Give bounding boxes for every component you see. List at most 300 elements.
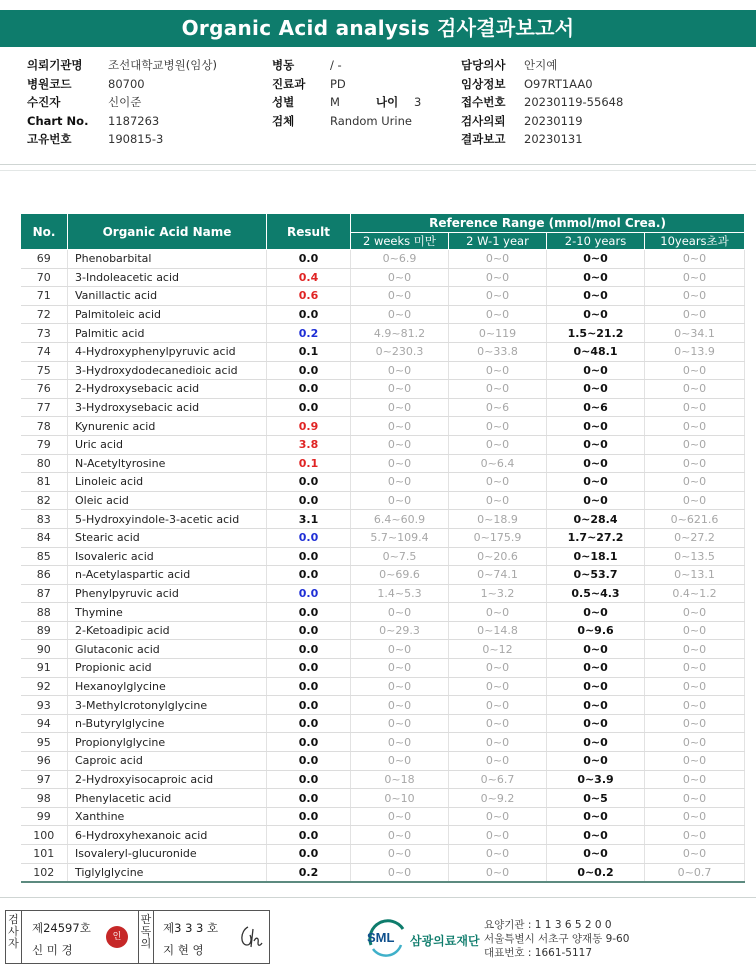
result-value: 0.2	[267, 863, 351, 882]
range-2w-1y: 0~0	[449, 473, 547, 492]
info-label: 진료과	[272, 76, 306, 91]
lab-address: 서울특별시 서초구 양재동 9-60	[484, 933, 630, 945]
range-2w-1y: 0~0	[449, 305, 547, 324]
range-2w-1y: 0~0	[449, 250, 547, 269]
header-range-over-10y: 10years초과	[645, 233, 745, 250]
acid-name: Xanthine	[68, 807, 267, 826]
range-over-10y: 0~13.1	[645, 566, 745, 585]
result-value: 0.2	[267, 324, 351, 343]
range-under-2-weeks: 0~0	[351, 454, 449, 473]
range-2-10y: 0~48.1	[547, 342, 645, 361]
result-value: 0.0	[267, 491, 351, 510]
row-no: 84	[21, 528, 68, 547]
result-value: 0.0	[267, 733, 351, 752]
info-value: 20230119	[524, 113, 583, 128]
range-2-10y: 0~0	[547, 845, 645, 864]
acid-name: 5-Hydroxyindole-3-acetic acid	[68, 510, 267, 529]
result-value: 0.0	[267, 250, 351, 269]
range-under-2-weeks: 0~0	[351, 807, 449, 826]
range-under-2-weeks: 0~69.6	[351, 566, 449, 585]
result-value: 0.0	[267, 584, 351, 603]
row-no: 72	[21, 305, 68, 324]
acid-name: 3-Hydroxydodecanedioic acid	[68, 361, 267, 380]
range-2-10y: 0~3.9	[547, 770, 645, 789]
row-no: 83	[21, 510, 68, 529]
range-2w-1y: 0~0	[449, 807, 547, 826]
row-no: 101	[21, 845, 68, 864]
info-report-date	[461, 130, 623, 149]
examiner-label: 검사자	[6, 911, 22, 963]
acid-name: Isovaleryl-glucuronide	[68, 845, 267, 864]
range-2-10y: 0~5	[547, 789, 645, 808]
table-row	[21, 603, 745, 622]
examiner-seal-icon: 인	[106, 926, 128, 948]
result-value: 0.0	[267, 473, 351, 492]
info-sex-age	[272, 93, 421, 112]
result-value: 0.0	[267, 770, 351, 789]
header-range-under-2-weeks: 2 weeks 미만	[351, 233, 449, 250]
table-row	[21, 473, 745, 492]
range-2w-1y: 0~18.9	[449, 510, 547, 529]
reviewer-label: 판독의	[138, 911, 154, 963]
acid-name: Thymine	[68, 603, 267, 622]
acid-name: 3-Hydroxysebacic acid	[68, 398, 267, 417]
row-no: 95	[21, 733, 68, 752]
table-row	[21, 584, 745, 603]
range-over-10y: 0~0	[645, 417, 745, 436]
info-chart-no	[27, 112, 217, 131]
table-row	[21, 491, 745, 510]
result-value: 0.4	[267, 268, 351, 287]
range-2-10y: 0~0	[547, 826, 645, 845]
result-value: 0.1	[267, 454, 351, 473]
acid-name: 6-Hydroxyhexanoic acid	[68, 826, 267, 845]
range-under-2-weeks: 0~0	[351, 287, 449, 306]
info-label: 병동	[272, 58, 295, 72]
acid-name: 4-Hydroxyphenylpyruvic acid	[68, 342, 267, 361]
range-2-10y: 0~0	[547, 473, 645, 492]
result-value: 0.0	[267, 380, 351, 399]
range-2-10y: 0~0	[547, 696, 645, 715]
row-no: 69	[21, 250, 68, 269]
info-value: 80700	[108, 76, 145, 91]
result-value: 0.0	[267, 826, 351, 845]
range-over-10y: 0~0	[645, 659, 745, 678]
table-row	[21, 770, 745, 789]
range-over-10y: 0~0	[645, 826, 745, 845]
range-over-10y: 0~34.1	[645, 324, 745, 343]
range-under-2-weeks: 0~10	[351, 789, 449, 808]
info-label: 검체	[272, 113, 295, 128]
range-2w-1y: 0~6.4	[449, 454, 547, 473]
info-label: 병원코드	[27, 76, 72, 91]
range-under-2-weeks: 0~0	[351, 305, 449, 324]
range-over-10y: 0~0	[645, 380, 745, 399]
result-value: 0.0	[267, 528, 351, 547]
reviewer-name: 지 현 영	[163, 943, 204, 957]
range-2-10y: 0~0.2	[547, 863, 645, 882]
range-2-10y: 0.5~4.3	[547, 584, 645, 603]
acid-name: Glutaconic acid	[68, 640, 267, 659]
acid-name: Palmitoleic acid	[68, 305, 267, 324]
acid-name: 3-Methylcrotonylglycine	[68, 696, 267, 715]
info-column-3	[461, 56, 623, 149]
range-2-10y: 0~0	[547, 640, 645, 659]
range-under-2-weeks: 0~0	[351, 826, 449, 845]
info-label: 의뢰기관명	[27, 58, 83, 72]
table-row	[21, 696, 745, 715]
result-value: 0.0	[267, 566, 351, 585]
range-over-10y: 0~0	[645, 733, 745, 752]
info-request-date	[461, 112, 623, 131]
info-value: 안지예	[524, 58, 558, 72]
range-2-10y: 0~0	[547, 287, 645, 306]
table-row	[21, 268, 745, 287]
range-under-2-weeks: 0~0	[351, 659, 449, 678]
range-2w-1y: 0~0	[449, 491, 547, 510]
acid-name: Tiglylglycine	[68, 863, 267, 882]
result-value: 3.1	[267, 510, 351, 529]
info-label: Chart No.	[27, 113, 89, 128]
range-under-2-weeks: 0~0	[351, 714, 449, 733]
row-no: 87	[21, 584, 68, 603]
range-2-10y: 0~53.7	[547, 566, 645, 585]
acid-name: Hexanoylglycine	[68, 677, 267, 696]
range-under-2-weeks: 1.4~5.3	[351, 584, 449, 603]
table-row	[21, 547, 745, 566]
range-2w-1y: 0~0	[449, 826, 547, 845]
info-label: 임상정보	[461, 76, 506, 91]
row-no: 90	[21, 640, 68, 659]
result-value: 0.0	[267, 640, 351, 659]
range-over-10y: 0~621.6	[645, 510, 745, 529]
table-row	[21, 454, 745, 473]
range-2-10y: 0~0	[547, 752, 645, 771]
range-under-2-weeks: 0~0	[351, 361, 449, 380]
range-under-2-weeks: 0~0	[351, 640, 449, 659]
acid-name: Phenylacetic acid	[68, 789, 267, 808]
header-reference-range: Reference Range (mmol/mol Crea.)	[351, 214, 745, 233]
table-row	[21, 845, 745, 864]
info-value: 조선대학교병원(임상)	[108, 58, 217, 72]
range-over-10y: 0~0	[645, 789, 745, 808]
acid-name: Palmitic acid	[68, 324, 267, 343]
result-value: 0.0	[267, 603, 351, 622]
range-2-10y: 1.5~21.2	[547, 324, 645, 343]
result-value: 0.0	[267, 621, 351, 640]
table-row	[21, 789, 745, 808]
range-over-10y: 0~0	[645, 677, 745, 696]
range-under-2-weeks: 0~0	[351, 603, 449, 622]
info-label: 고유번호	[27, 132, 72, 146]
info-value: 20230119-55648	[524, 95, 624, 109]
lab-address-block	[484, 918, 629, 960]
header-no: No.	[21, 214, 68, 250]
range-2w-1y: 0~119	[449, 324, 547, 343]
result-value: 0.0	[267, 677, 351, 696]
row-no: 91	[21, 659, 68, 678]
acid-name: Caproic acid	[68, 752, 267, 771]
report-title: Organic Acid analysis 검사결과보고서	[0, 10, 756, 47]
range-under-2-weeks: 0~7.5	[351, 547, 449, 566]
range-2-10y: 0~0	[547, 603, 645, 622]
header-result: Result	[267, 214, 351, 250]
acid-name: Uric acid	[68, 435, 267, 454]
range-over-10y: 0~0	[645, 287, 745, 306]
acid-name: 3-Indoleacetic acid	[68, 268, 267, 287]
result-value: 0.0	[267, 789, 351, 808]
range-2w-1y: 0~9.2	[449, 789, 547, 808]
info-specimen	[272, 112, 421, 131]
row-no: 88	[21, 603, 68, 622]
range-over-10y: 0~0	[645, 845, 745, 864]
range-under-2-weeks: 0~6.9	[351, 250, 449, 269]
table-row	[21, 324, 745, 343]
range-2w-1y: 0~0	[449, 863, 547, 882]
range-over-10y: 0~13.5	[645, 547, 745, 566]
table-row	[21, 305, 745, 324]
row-no: 80	[21, 454, 68, 473]
info-hospital-code	[27, 75, 217, 94]
info-value: O97RT1AA0	[524, 76, 593, 91]
row-no: 81	[21, 473, 68, 492]
divider	[0, 170, 756, 171]
divider	[0, 164, 756, 165]
row-no: 97	[21, 770, 68, 789]
range-over-10y: 0~13.9	[645, 342, 745, 361]
range-2w-1y: 0~0	[449, 361, 547, 380]
range-2-10y: 0~9.6	[547, 621, 645, 640]
row-no: 75	[21, 361, 68, 380]
table-row	[21, 752, 745, 771]
info-label: 검사의뢰	[461, 113, 506, 128]
range-over-10y: 0~0	[645, 435, 745, 454]
range-2-10y: 0~18.1	[547, 547, 645, 566]
range-under-2-weeks: 5.7~109.4	[351, 528, 449, 547]
range-over-10y: 0~0	[645, 361, 745, 380]
examiner-license-no: 제24597호	[32, 921, 91, 935]
range-2-10y: 0~0	[547, 714, 645, 733]
table-row	[21, 342, 745, 361]
row-no: 98	[21, 789, 68, 808]
row-no: 96	[21, 752, 68, 771]
info-receipt-no	[461, 93, 623, 112]
range-2w-1y: 0~6.7	[449, 770, 547, 789]
range-under-2-weeks: 0~0	[351, 863, 449, 882]
range-under-2-weeks: 0~29.3	[351, 621, 449, 640]
range-under-2-weeks: 0~0	[351, 677, 449, 696]
lab-code: 요양기관 : 1 1 3 6 5 2 0 0	[484, 919, 612, 931]
range-over-10y: 0~0	[645, 621, 745, 640]
range-over-10y: 0~0	[645, 398, 745, 417]
result-value: 0.0	[267, 547, 351, 566]
range-2-10y: 0~0	[547, 250, 645, 269]
range-under-2-weeks: 0~0	[351, 752, 449, 771]
range-2w-1y: 0~12	[449, 640, 547, 659]
table-row	[21, 398, 745, 417]
info-label: 담당의사	[461, 58, 506, 72]
row-no: 85	[21, 547, 68, 566]
range-2w-1y: 0~0	[449, 733, 547, 752]
table-row	[21, 677, 745, 696]
row-no: 78	[21, 417, 68, 436]
result-value: 0.0	[267, 752, 351, 771]
range-2w-1y: 0~0	[449, 696, 547, 715]
result-value: 0.0	[267, 659, 351, 678]
range-2-10y: 0~0	[547, 491, 645, 510]
acid-name: Oleic acid	[68, 491, 267, 510]
table-row	[21, 361, 745, 380]
range-over-10y: 0.4~1.2	[645, 584, 745, 603]
table-row	[21, 566, 745, 585]
range-over-10y: 0~0	[645, 770, 745, 789]
range-2w-1y: 0~0	[449, 435, 547, 454]
result-value: 0.0	[267, 305, 351, 324]
row-no: 71	[21, 287, 68, 306]
table-row	[21, 528, 745, 547]
range-under-2-weeks: 0~0	[351, 696, 449, 715]
acid-name: n-Butyrylglycine	[68, 714, 267, 733]
info-patient	[27, 93, 217, 112]
range-2-10y: 0~0	[547, 380, 645, 399]
row-no: 82	[21, 491, 68, 510]
row-no: 74	[21, 342, 68, 361]
acid-name: Linoleic acid	[68, 473, 267, 492]
acid-name: Phenylpyruvic acid	[68, 584, 267, 603]
results-body	[21, 250, 745, 883]
range-2w-1y: 0~175.9	[449, 528, 547, 547]
range-2-10y: 0~0	[547, 659, 645, 678]
info-department	[272, 75, 421, 94]
range-over-10y: 0~0	[645, 714, 745, 733]
range-2-10y: 0~0	[547, 454, 645, 473]
row-no: 89	[21, 621, 68, 640]
info-label: 수진자	[27, 95, 61, 109]
range-2-10y: 0~0	[547, 435, 645, 454]
row-no: 79	[21, 435, 68, 454]
table-row	[21, 250, 745, 269]
info-unique-no	[27, 130, 217, 149]
range-2-10y: 0~6	[547, 398, 645, 417]
acid-name: N-Acetyltyrosine	[68, 454, 267, 473]
range-over-10y: 0~0	[645, 268, 745, 287]
range-over-10y: 0~0	[645, 752, 745, 771]
table-row	[21, 380, 745, 399]
lab-phone: 대표번호 : 1661-5117	[484, 947, 593, 959]
acid-name: Isovaleric acid	[68, 547, 267, 566]
info-column-2	[272, 56, 421, 130]
info-label: 나이	[376, 95, 399, 109]
range-2-10y: 0~0	[547, 807, 645, 826]
range-2w-1y: 0~0	[449, 677, 547, 696]
range-under-2-weeks: 0~0	[351, 417, 449, 436]
info-clinical	[461, 75, 623, 94]
info-label: 결과보고	[461, 132, 506, 146]
range-under-2-weeks: 0~0	[351, 491, 449, 510]
header-range-2-10y: 2-10 years	[547, 233, 645, 250]
range-over-10y: 0~0	[645, 454, 745, 473]
range-2w-1y: 0~0	[449, 380, 547, 399]
range-under-2-weeks: 0~0	[351, 435, 449, 454]
acid-name: Kynurenic acid	[68, 417, 267, 436]
row-no: 93	[21, 696, 68, 715]
row-no: 70	[21, 268, 68, 287]
table-row	[21, 714, 745, 733]
result-value: 0.0	[267, 398, 351, 417]
row-no: 100	[21, 826, 68, 845]
acid-name: 2-Hydroxyisocaproic acid	[68, 770, 267, 789]
results-table	[20, 213, 745, 883]
range-2w-1y: 0~0	[449, 714, 547, 733]
range-2w-1y: 0~0	[449, 417, 547, 436]
info-value: M	[330, 95, 340, 109]
range-2-10y: 1.7~27.2	[547, 528, 645, 547]
info-value: Random Urine	[330, 113, 412, 128]
range-2-10y: 0~0	[547, 417, 645, 436]
header-organic-acid-name: Organic Acid Name	[68, 214, 267, 250]
range-over-10y: 0~0	[645, 473, 745, 492]
acid-name: n-Acetylaspartic acid	[68, 566, 267, 585]
info-ward	[272, 56, 421, 75]
range-2w-1y: 0~0	[449, 845, 547, 864]
range-2w-1y: 0~0	[449, 659, 547, 678]
range-2w-1y: 0~0	[449, 287, 547, 306]
range-2w-1y: 0~20.6	[449, 547, 547, 566]
acid-name: Stearic acid	[68, 528, 267, 547]
range-under-2-weeks: 0~0	[351, 845, 449, 864]
range-over-10y: 0~0	[645, 807, 745, 826]
examiner-name: 신 미 경	[32, 943, 73, 957]
range-2w-1y: 0~6	[449, 398, 547, 417]
info-label: 접수번호	[461, 95, 506, 109]
range-under-2-weeks: 0~18	[351, 770, 449, 789]
info-value: 190815-3	[108, 132, 164, 146]
acid-name: Phenobarbital	[68, 250, 267, 269]
info-value: / -	[330, 58, 342, 72]
result-value: 0.0	[267, 696, 351, 715]
range-over-10y: 0~0	[645, 305, 745, 324]
acid-name: 2-Hydroxysebacic acid	[68, 380, 267, 399]
range-2-10y: 0~0	[547, 305, 645, 324]
range-under-2-weeks: 6.4~60.9	[351, 510, 449, 529]
range-over-10y: 0~0	[645, 250, 745, 269]
range-under-2-weeks: 0~230.3	[351, 342, 449, 361]
row-no: 92	[21, 677, 68, 696]
table-row	[21, 417, 745, 436]
range-under-2-weeks: 0~0	[351, 380, 449, 399]
signature-box	[5, 910, 270, 964]
table-row	[21, 640, 745, 659]
acid-name: Propionic acid	[68, 659, 267, 678]
range-2-10y: 0~0	[547, 733, 645, 752]
range-over-10y: 0~0	[645, 640, 745, 659]
result-value: 0.0	[267, 845, 351, 864]
range-over-10y: 0~0	[645, 491, 745, 510]
range-2w-1y: 0~0	[449, 752, 547, 771]
range-over-10y: 0~0.7	[645, 863, 745, 882]
range-2w-1y: 0~33.8	[449, 342, 547, 361]
result-value: 0.0	[267, 714, 351, 733]
range-under-2-weeks: 0~0	[351, 473, 449, 492]
table-row	[21, 659, 745, 678]
logo-text: SML	[367, 930, 395, 945]
lab-logo-icon	[365, 915, 409, 959]
info-value: 신이준	[108, 95, 142, 109]
result-value: 0.0	[267, 807, 351, 826]
row-no: 94	[21, 714, 68, 733]
table-row	[21, 621, 745, 640]
result-value: 0.0	[267, 361, 351, 380]
